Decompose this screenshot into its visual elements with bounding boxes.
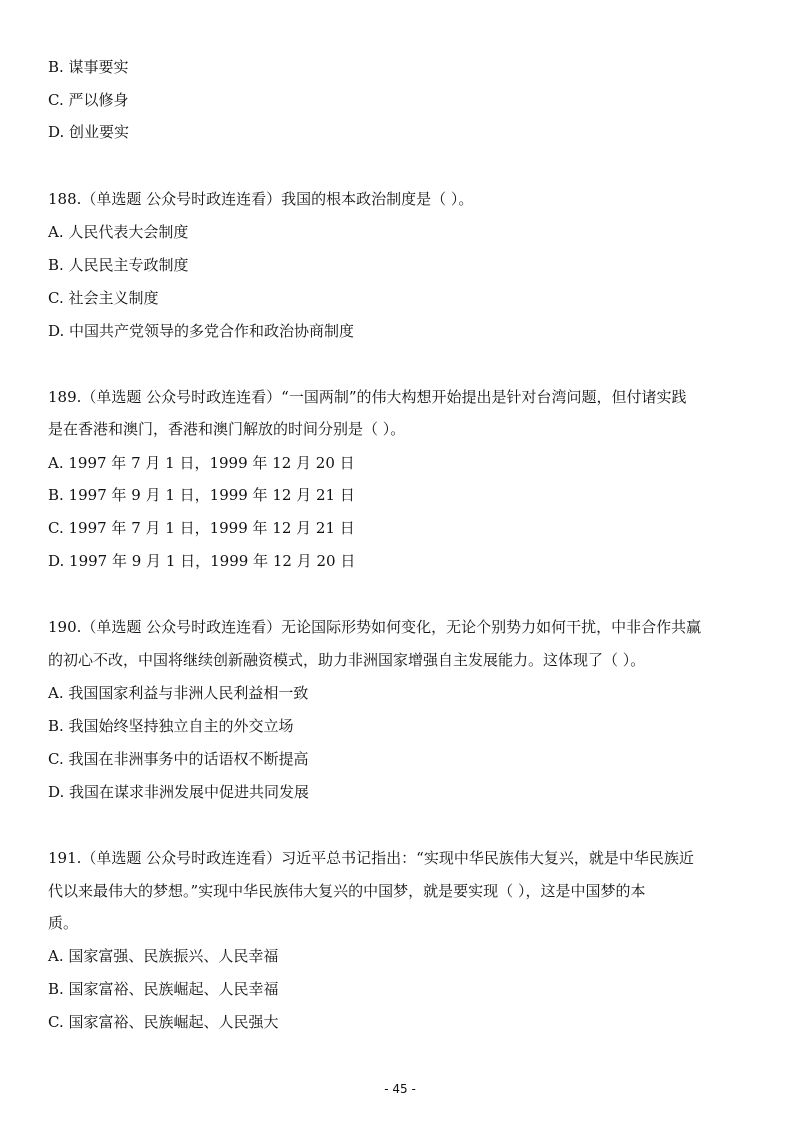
option-line: A. 1997 年 7 月 1 日，1999 年 12 月 20 日 xyxy=(48,454,355,472)
question-stem: 188.（单选题 公众号时政连连看）我国的根本政治制度是（ ）。 xyxy=(48,190,474,208)
option-line: D. 中国共产党领导的多党合作和政治协商制度 xyxy=(48,322,355,340)
question-stem: 是在香港和澳门，香港和澳门解放的时间分别是（ ）。 xyxy=(48,420,406,438)
option-line: B. 1997 年 9 月 1 日，1999 年 12 月 21 日 xyxy=(48,486,355,504)
option-line: A. 国家富强、民族振兴、人民幸福 xyxy=(48,947,279,965)
option-line: B. 谋事要实 xyxy=(48,58,129,76)
option-line: B. 我国始终坚持独立自主的外交立场 xyxy=(48,717,294,735)
question-stem: 191.（单选题 公众号时政连连看）习近平总书记指出：“实现中华民族伟大复兴，就是中华民族近 xyxy=(48,849,694,867)
option-line: D. 创业要实 xyxy=(48,123,130,141)
page-number: - 45 - xyxy=(384,1082,416,1096)
option-line: C. 严以修身 xyxy=(48,91,129,109)
question-stem: 代以来最伟大的梦想。”实现中华民族伟大复兴的中国梦，就是要实现（ ），这是中国梦的本 xyxy=(48,882,646,900)
question-stem: 的初心不改，中国将继续创新融资模式，助力非洲国家增强自主发展能力。这体现了（ ）。 xyxy=(48,651,646,669)
option-line: A. 我国国家利益与非洲人民利益相一致 xyxy=(48,684,309,702)
option-line: C. 我国在非洲事务中的话语权不断提高 xyxy=(48,750,309,768)
question-stem: 189.（单选题 公众号时政连连看）“一国两制”的伟大构想开始提出是针对台湾问题，但付诸实践 xyxy=(48,388,687,406)
question-stem: 190.（单选题 公众号时政连连看）无论国际形势如何变化，无论个别势力如何干扰，中非合作共赢 xyxy=(48,618,702,636)
option-line: D. 1997 年 9 月 1 日，1999 年 12 月 20 日 xyxy=(48,552,356,570)
question-stem: 质。 xyxy=(48,914,79,932)
option-line: C. 国家富裕、民族崛起、人民强大 xyxy=(48,1013,279,1031)
option-line: A. 人民代表大会制度 xyxy=(48,223,189,241)
option-line: C. 1997 年 7 月 1 日，1999 年 12 月 21 日 xyxy=(48,519,355,537)
option-line: B. 国家富裕、民族崛起、人民幸福 xyxy=(48,980,279,998)
option-line: C. 社会主义制度 xyxy=(48,289,159,307)
option-line: D. 我国在谋求非洲发展中促进共同发展 xyxy=(48,783,310,801)
option-line: B. 人民民主专政制度 xyxy=(48,256,189,274)
